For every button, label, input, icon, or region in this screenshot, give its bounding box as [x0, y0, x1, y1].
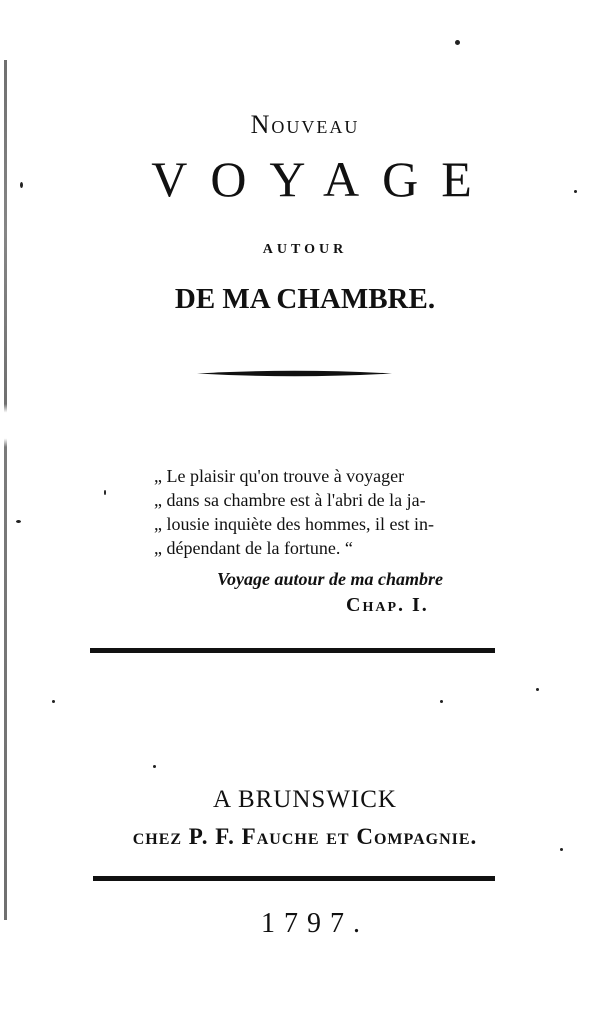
scan-speck — [440, 700, 443, 703]
epigraph-source: Voyage autour de ma chambre — [217, 569, 444, 589]
epigraph-line: „ lousie inquiète des hommes, il est in- — [154, 514, 434, 534]
imprint-place: A BRUNSWICK — [213, 786, 397, 813]
scan-speck — [536, 688, 539, 691]
swelled-rule-ornament — [197, 369, 392, 378]
title-line-voyage: VOYAGE — [151, 151, 495, 207]
scan-speck — [52, 700, 55, 703]
scan-speck — [104, 490, 106, 495]
epigraph-line: „ Le plaisir qu'on trouve à voyager — [154, 466, 405, 486]
epigraph-chapter: Chap. I. — [346, 594, 429, 616]
scan-speck — [16, 520, 21, 523]
epigraph-quote — [154, 464, 514, 560]
scan-speck — [455, 40, 460, 45]
scan-speck — [153, 765, 156, 768]
title-line-nouveau: Nouveau — [250, 110, 360, 139]
title-line-chambre: DE MA CHAMBRE. — [174, 283, 436, 315]
imprint-publisher: chez P. F. Fauche et Compagnie. — [132, 824, 478, 849]
imprint-year: 1797. — [261, 908, 369, 939]
scan-speck — [560, 848, 563, 851]
title-line-autour: AUTOUR — [262, 242, 348, 257]
scan-speck — [20, 182, 23, 188]
epigraph-line: „ dans sa chambre est à l'abri de la ja- — [154, 490, 426, 510]
epigraph-line: „ dépendant de la fortune. “ — [154, 538, 353, 558]
horizontal-rule-upper — [90, 648, 495, 653]
horizontal-rule-lower — [93, 876, 495, 881]
scan-speck — [574, 190, 577, 193]
